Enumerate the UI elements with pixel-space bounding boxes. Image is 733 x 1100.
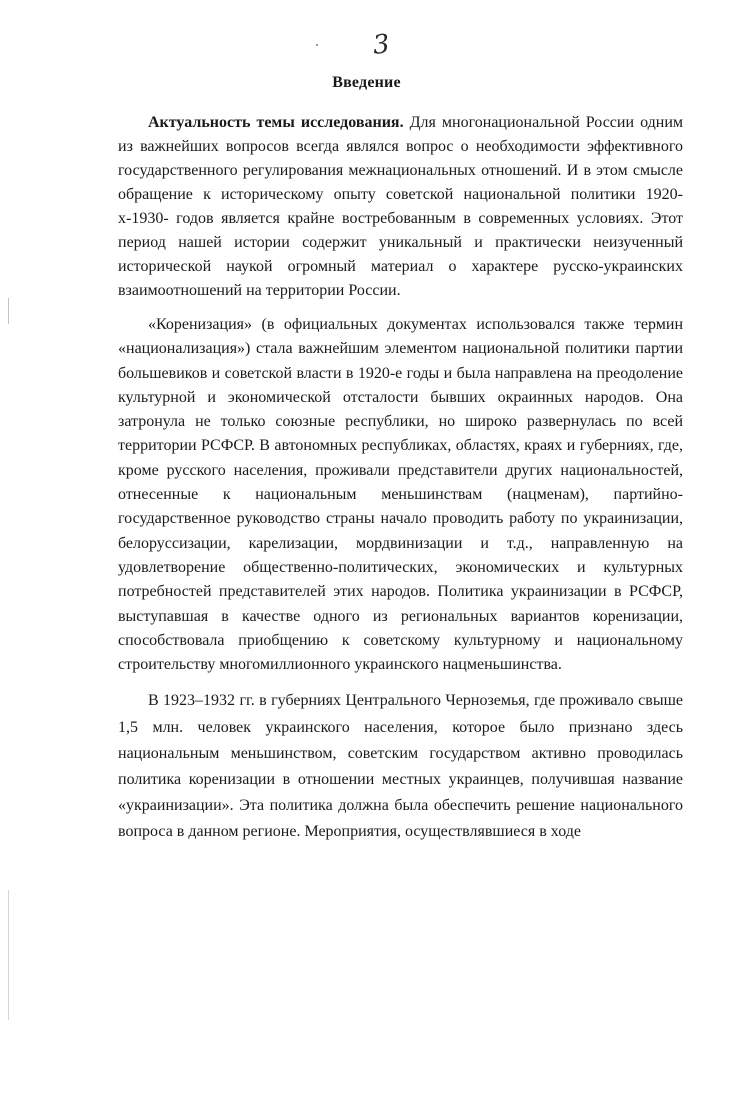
scan-speck <box>316 44 318 46</box>
handwritten-page-number: 3 <box>371 29 392 61</box>
section-heading: Введение <box>332 74 401 91</box>
paragraph-1-text: Для многонациональной России одним из важнейших вопросов всегда являлся вопрос о необходимости эффективного государственного регулирования межнациональных отношений. И в этом смысле обращение к историческому опыту советской национальной политики 1920-х-1930- годов является крайне востребованным в современных условиях. Этот период нашей истории содержит уникальный и практически неизученный исторической наукой огромный материал о характере русско-украинских взаимоотношений на территории России. <box>118 114 683 299</box>
paragraph-3: В 1923–1932 гг. в губерниях Центрального Черноземья, где проживало свыше 1,5 млн. человек украинского населения, которое было признано здесь национальным меньшинством, советским государством активно проводилась политика коренизации в отношении местных украинцев, получившая название «украинизации». Эта политика должна была обеспечить решение национального вопроса в данном регионе. Мероприятия, осуществлявшиеся в ходе <box>118 692 683 841</box>
paragraph-1-lead: Актуальность темы исследования. <box>148 114 404 131</box>
scan-artifact-lower <box>8 890 9 1020</box>
paragraph-2: «Коренизация» (в официальных документах использовался также термин «национализация») стала важнейшим элементом национальной политики партии большевиков и советской власти в 1920-е годы и была направлена на преодоление культурной и экономической отсталости бывших окраинных народов. Она затронула не только союзные республики, но широко развернулась по всей территории РСФСР. В автономных республиках, областях, краях и губерниях, где, кроме русского населения, проживали представители других национальностей, отнесенные к национальным меньшинствам (нацменам), партийно-государственное руководство страны начало проводить работу по украинизации, белоруссизации, карелизации, мордвинизации и т.д., направленную на удовлетворение общественно-политических, экономических и культурных потребностей представителей этих народов. Политика украинизации в РСФСР, выступавшая в качестве одного из региональных вариантов коренизации, способствовала приобщению к советскому культурному и национальному строительству многомиллионного украинского нацменьшинства. <box>118 316 683 674</box>
paragraph-1 <box>118 111 683 303</box>
scan-artifact-upper <box>8 298 9 324</box>
body-text <box>118 111 683 846</box>
